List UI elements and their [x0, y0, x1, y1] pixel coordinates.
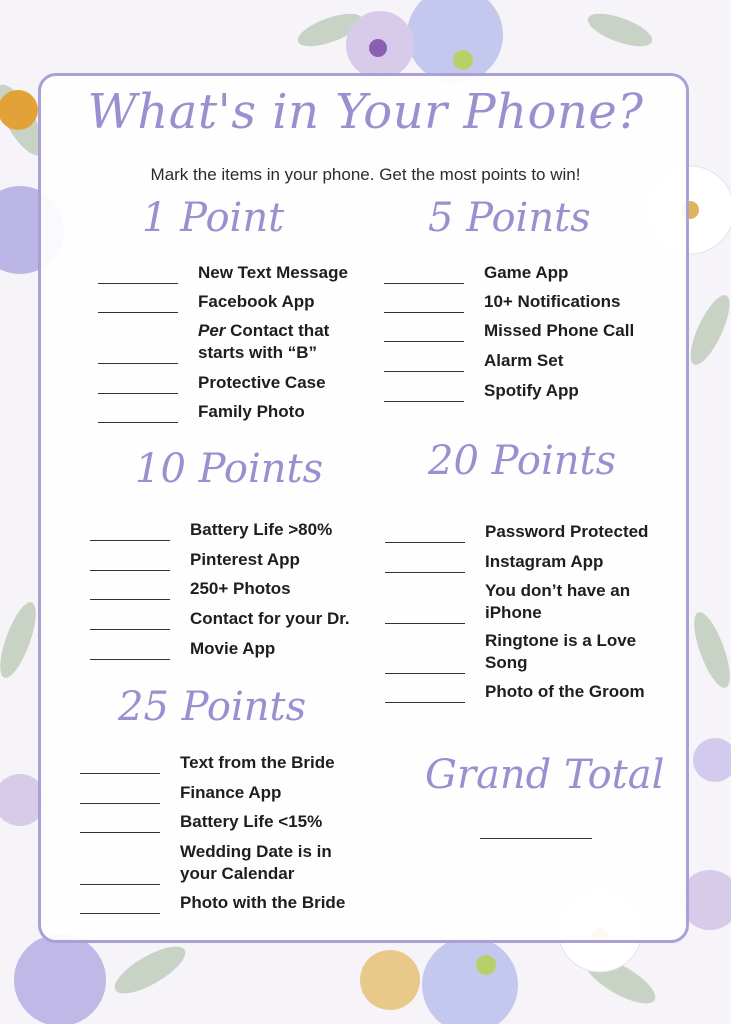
item-label: 10+ Notifications	[484, 292, 621, 311]
item-label	[485, 630, 636, 674]
answer-blank[interactable]	[90, 539, 170, 541]
list-item	[98, 372, 326, 394]
item-label: Photo with the Bride	[180, 893, 346, 912]
list-item	[385, 521, 648, 543]
item-label: Text from the Bride	[180, 753, 335, 772]
item-label-line1: Wedding Date is in	[180, 842, 332, 861]
list-item	[90, 638, 275, 660]
item-label	[485, 580, 630, 624]
item-label-line2: your Calendar	[180, 864, 295, 883]
answer-blank[interactable]	[98, 421, 178, 423]
item-label-italic: Per	[198, 321, 226, 340]
list-item	[384, 262, 568, 284]
item-label: Contact for your Dr.	[190, 609, 350, 628]
answer-blank[interactable]	[90, 628, 170, 630]
answer-blank[interactable]	[80, 831, 160, 833]
item-label-line1: Ringtone is a Love	[485, 631, 637, 650]
item-label: Facebook App	[198, 292, 315, 311]
item-label-line2: starts with “B”	[198, 343, 318, 362]
list-item	[384, 291, 621, 313]
list-item	[90, 608, 350, 630]
section-heading-20-points: 20 Points	[428, 438, 617, 484]
list-item	[80, 841, 332, 885]
list-item	[80, 811, 322, 833]
answer-blank[interactable]	[98, 362, 178, 364]
list-item	[90, 519, 332, 541]
list-item	[80, 892, 345, 914]
answer-blank[interactable]	[384, 400, 464, 402]
list-item	[385, 681, 645, 703]
item-label: Photo of the Groom	[485, 682, 645, 701]
answer-blank[interactable]	[80, 802, 160, 804]
item-label: Finance App	[180, 783, 282, 802]
list-item	[98, 401, 305, 423]
answer-blank[interactable]	[385, 541, 465, 543]
answer-blank[interactable]	[90, 569, 170, 571]
answer-blank[interactable]	[385, 571, 465, 573]
list-item	[385, 551, 603, 573]
grand-total-heading: Grand Total	[425, 752, 665, 798]
list-item	[90, 549, 300, 571]
item-label: 250+ Photos	[190, 579, 291, 598]
answer-blank[interactable]	[98, 311, 178, 313]
item-label: Movie App	[190, 639, 276, 658]
list-item	[385, 580, 630, 624]
item-label-line2: Song	[485, 653, 528, 672]
item-label: Family Photo	[198, 402, 305, 421]
item-label: Alarm Set	[484, 351, 564, 370]
item-label	[180, 841, 332, 885]
answer-blank[interactable]	[90, 598, 170, 600]
item-label: Password Protected	[485, 522, 649, 541]
answer-blank[interactable]	[90, 658, 170, 660]
answer-blank[interactable]	[80, 883, 160, 885]
answer-blank[interactable]	[80, 912, 160, 914]
list-item	[80, 752, 335, 774]
section-heading-1-point: 1 Point	[142, 195, 285, 241]
item-label-line2: iPhone	[485, 603, 542, 622]
list-item	[98, 262, 348, 284]
item-label: Spotify App	[484, 381, 579, 400]
item-label: Game App	[484, 263, 569, 282]
answer-blank[interactable]	[385, 672, 465, 674]
grand-total-blank[interactable]	[480, 838, 592, 839]
page-title: What's in Your Phone?	[87, 84, 644, 140]
answer-blank[interactable]	[98, 392, 178, 394]
answer-blank[interactable]	[384, 340, 464, 342]
section-heading-10-points: 10 Points	[135, 446, 324, 492]
section-heading-5-points: 5 Points	[428, 195, 591, 241]
item-label: Battery Life <15%	[180, 812, 323, 831]
answer-blank[interactable]	[384, 311, 464, 313]
list-item	[384, 350, 563, 372]
item-label: Missed Phone Call	[484, 321, 635, 340]
item-label: New Text Message	[198, 263, 348, 282]
list-item	[385, 630, 636, 674]
answer-blank[interactable]	[80, 772, 160, 774]
answer-blank[interactable]	[98, 282, 178, 284]
answer-blank[interactable]	[384, 370, 464, 372]
item-label-line1: You don’t have an	[485, 581, 631, 600]
answer-blank[interactable]	[384, 282, 464, 284]
item-label: Pinterest App	[190, 550, 300, 569]
item-label: Instagram App	[485, 552, 604, 571]
answer-blank[interactable]	[385, 701, 465, 703]
list-item	[98, 291, 315, 313]
list-item	[80, 782, 281, 804]
list-item	[90, 578, 291, 600]
item-label: Battery Life >80%	[190, 520, 333, 539]
list-item	[384, 380, 579, 402]
section-heading-25-points: 25 Points	[118, 684, 307, 730]
answer-blank[interactable]	[385, 622, 465, 624]
list-item	[384, 320, 634, 342]
item-label: Protective Case	[198, 373, 326, 392]
list-item	[98, 320, 329, 364]
item-label	[198, 320, 329, 364]
item-label-rest: Contact that	[225, 321, 330, 340]
instructions: Mark the items in your phone. Get the most points to win!	[150, 165, 581, 184]
